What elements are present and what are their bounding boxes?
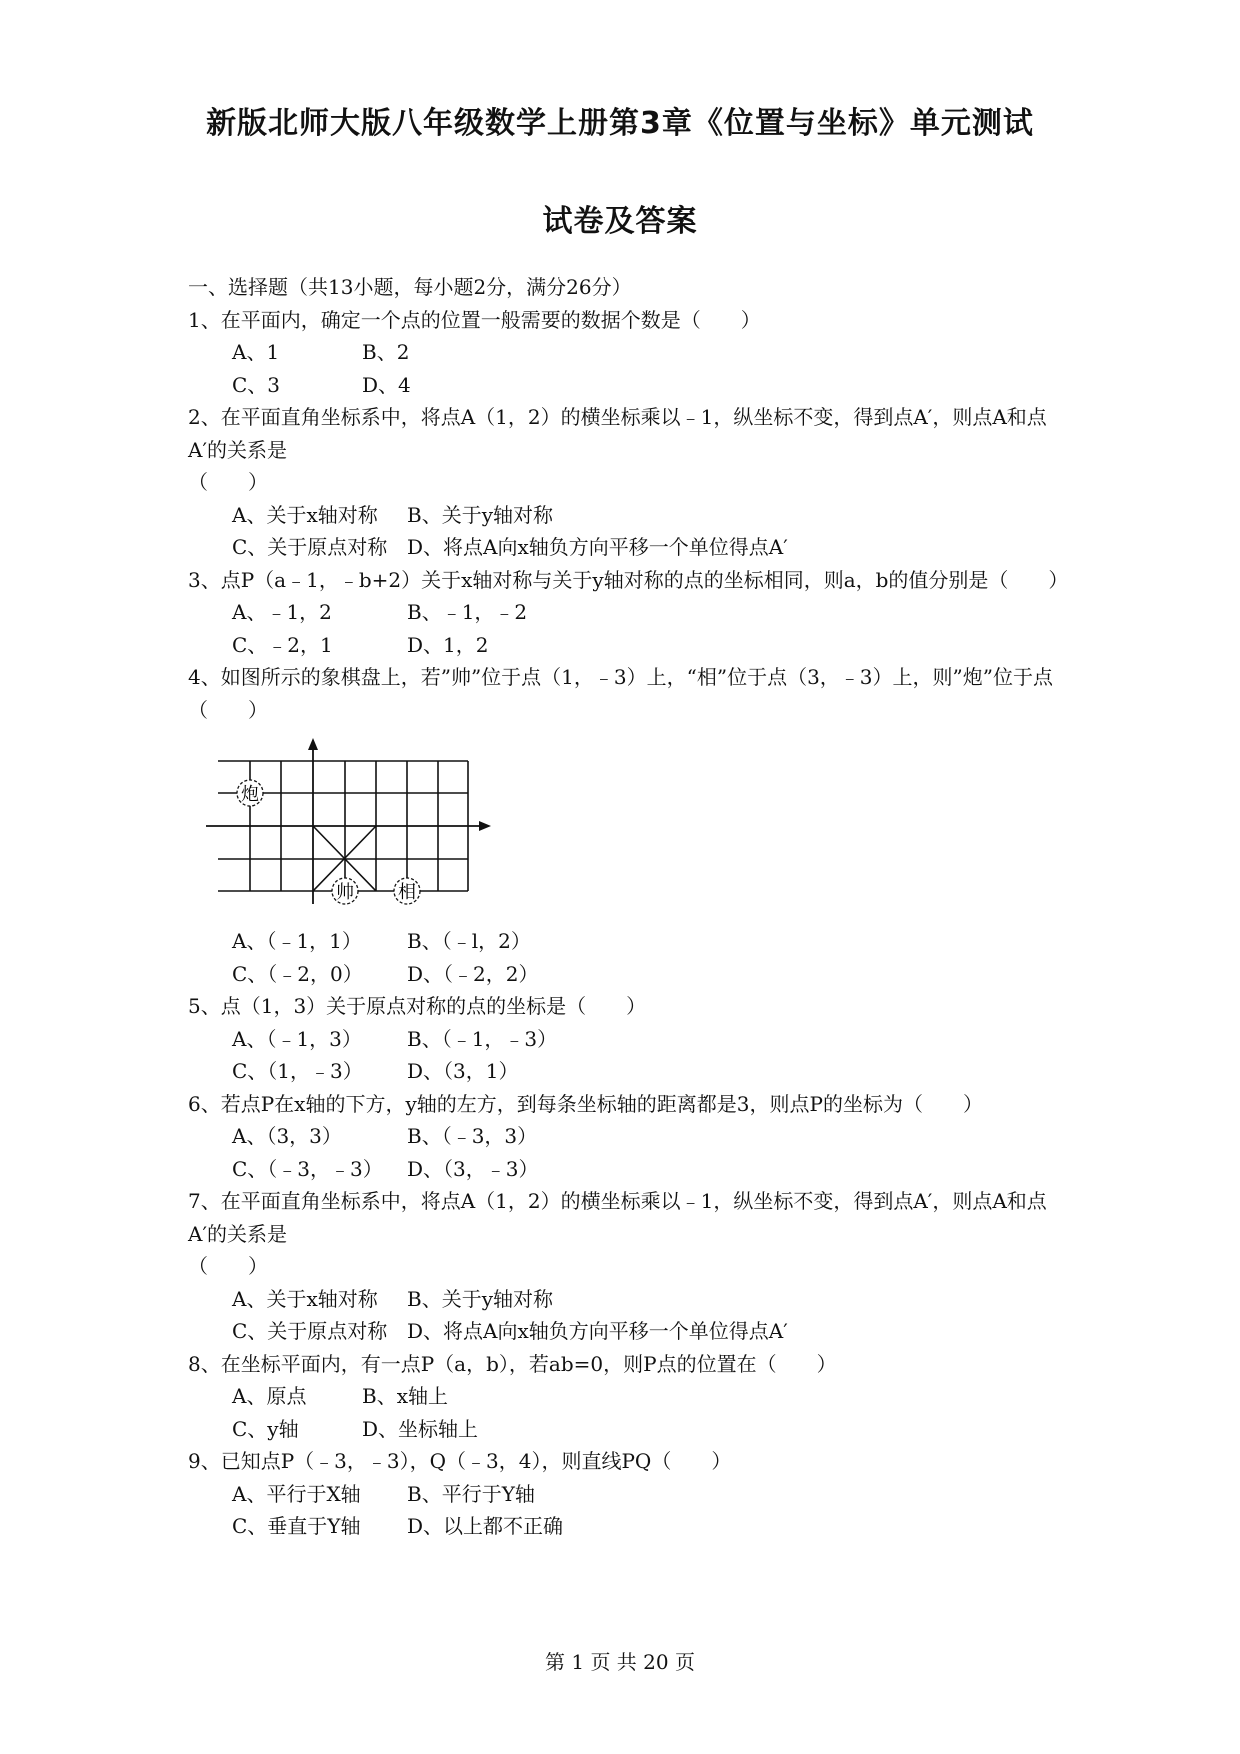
- option-row: [188, 1023, 1063, 1056]
- option-d: D、（3，﹣3）: [407, 1156, 539, 1181]
- xiang-label: 相: [398, 882, 416, 903]
- option-row: [188, 925, 1063, 958]
- y-axis-arrow-icon: [308, 738, 318, 750]
- piece-xiang: [394, 878, 420, 904]
- title-line-1: 新版北师大版八年级数学上册第3章《位置与坐标》单元测试: [206, 106, 1034, 141]
- option-c: C、3: [232, 372, 281, 397]
- option-row: [188, 369, 1063, 402]
- option-row: [188, 1315, 1063, 1348]
- option-b: B、2: [362, 340, 410, 364]
- option-d: D、以上都不正确: [407, 1514, 564, 1538]
- option-row: [188, 1055, 1063, 1088]
- option-row: [188, 531, 1063, 564]
- option-a: A、﹣1，2: [232, 600, 332, 624]
- option-row: [188, 1413, 1063, 1446]
- option-c: C、﹣2，1: [232, 632, 333, 657]
- question-stem: 5、点（1，3）关于原点对称的点的坐标是（ ）: [188, 994, 647, 1018]
- option-c: C、（1，﹣3）: [232, 1059, 363, 1083]
- option-b: B、平行于Y轴: [407, 1481, 535, 1506]
- option-a: A、（3，3）: [232, 1124, 342, 1148]
- question-stem: 8、在坐标平面内，有一点P（a，b），若ab=0，则P点的位置在（ ）: [188, 1351, 837, 1376]
- option-row: [188, 499, 1063, 532]
- option-row: [188, 596, 1063, 629]
- question-stem: 4、如图所示的象棋盘上，若”帅”位于点（1，﹣3）上，“相”位于点（3，﹣3）上，则”炮”位于点（ ）: [188, 665, 1053, 722]
- question-stem: 7、在平面直角坐标系中，将点A（1，2）的横坐标乘以﹣1，纵坐标不变，得到点A′，则点A和点A′的关系是: [188, 1189, 1047, 1246]
- option-b: B、x轴上: [362, 1384, 448, 1408]
- option-row: [188, 1478, 1063, 1511]
- option-row: [188, 1510, 1063, 1543]
- option-d: D、4: [362, 372, 411, 397]
- option-row: [188, 1283, 1063, 1316]
- option-b: B、关于y轴对称: [407, 1286, 553, 1311]
- option-d: D、（3，1）: [407, 1059, 519, 1083]
- option-c: C、（﹣3，﹣3）: [232, 1156, 383, 1181]
- option-c: C、y轴: [232, 1416, 299, 1441]
- shuai-label: 帅: [336, 882, 354, 903]
- option-b: B、（﹣3，3）: [407, 1124, 538, 1148]
- option-b: B、﹣1，﹣2: [407, 600, 528, 624]
- option-a: A、平行于X轴: [232, 1481, 361, 1506]
- option-d: D、将点A向x轴负方向平移一个单位得点A′: [407, 535, 788, 559]
- option-b: B、关于y轴对称: [407, 502, 553, 527]
- option-a: A、（﹣1，1）: [232, 929, 362, 953]
- question-stem: 6、若点P在x轴的下方，y轴的左方，到每条坐标轴的距离都是3，则点P的坐标为（ ）: [188, 1091, 983, 1116]
- chess-board-figure: [198, 734, 518, 919]
- piece-pao: [237, 780, 263, 806]
- question-stem: 3、点P（a﹣1，﹣b+2）关于x轴对称与关于y轴对称的点的坐标相同，则a，b的值分别是（ ）: [188, 567, 1069, 592]
- option-row: [188, 336, 1063, 369]
- option-d: D、坐标轴上: [362, 1416, 479, 1441]
- option-a: A、（﹣1，3）: [232, 1026, 362, 1051]
- option-d: D、将点A向x轴负方向平移一个单位得点A′: [407, 1319, 788, 1343]
- option-a: A、原点: [232, 1384, 307, 1408]
- option-d: D、（﹣2，2）: [407, 961, 539, 986]
- question-list: [188, 271, 1069, 1543]
- pao-label: 炮: [241, 784, 259, 805]
- x-axis-arrow-icon: [479, 821, 491, 831]
- option-row: [188, 1153, 1063, 1186]
- option-a: A、关于x轴对称: [232, 502, 378, 527]
- option-c: C、垂直于Y轴: [232, 1514, 361, 1538]
- page-footer: 第 1 页 共 20 页: [545, 1650, 695, 1674]
- question-stem: 2、在平面直角坐标系中，将点A（1，2）的横坐标乘以﹣1，纵坐标不变，得到点A′，则点A和点A′的关系是: [188, 405, 1047, 462]
- piece-shuai: [332, 878, 358, 904]
- answer-parentheses: （ ）: [188, 470, 268, 494]
- option-d: D、1，2: [407, 632, 489, 657]
- option-c: C、关于原点对称: [232, 1319, 388, 1343]
- option-c: C、（﹣2，0）: [232, 961, 363, 986]
- option-row: [188, 629, 1063, 662]
- option-row: [188, 1380, 1063, 1413]
- option-b: B、（﹣l，2）: [407, 929, 531, 953]
- answer-parentheses: （ ）: [188, 1254, 268, 1278]
- option-row: [188, 958, 1063, 991]
- option-a: A、关于x轴对称: [232, 1286, 378, 1311]
- option-c: C、关于原点对称: [232, 535, 388, 559]
- option-b: B、（﹣1，﹣3）: [407, 1026, 558, 1051]
- title-line-2: 试卷及答案: [542, 204, 698, 239]
- section-header: 一、选择题（共13小题，每小题2分，满分26分）: [188, 275, 632, 299]
- option-a: A、1: [232, 340, 280, 364]
- question-stem: 1、在平面内，确定一个点的位置一般需要的数据个数是（ ）: [188, 307, 761, 332]
- question-stem: 9、已知点P（﹣3，﹣3），Q（﹣3，4），则直线PQ（ ）: [188, 1449, 732, 1473]
- option-row: [188, 1120, 1063, 1153]
